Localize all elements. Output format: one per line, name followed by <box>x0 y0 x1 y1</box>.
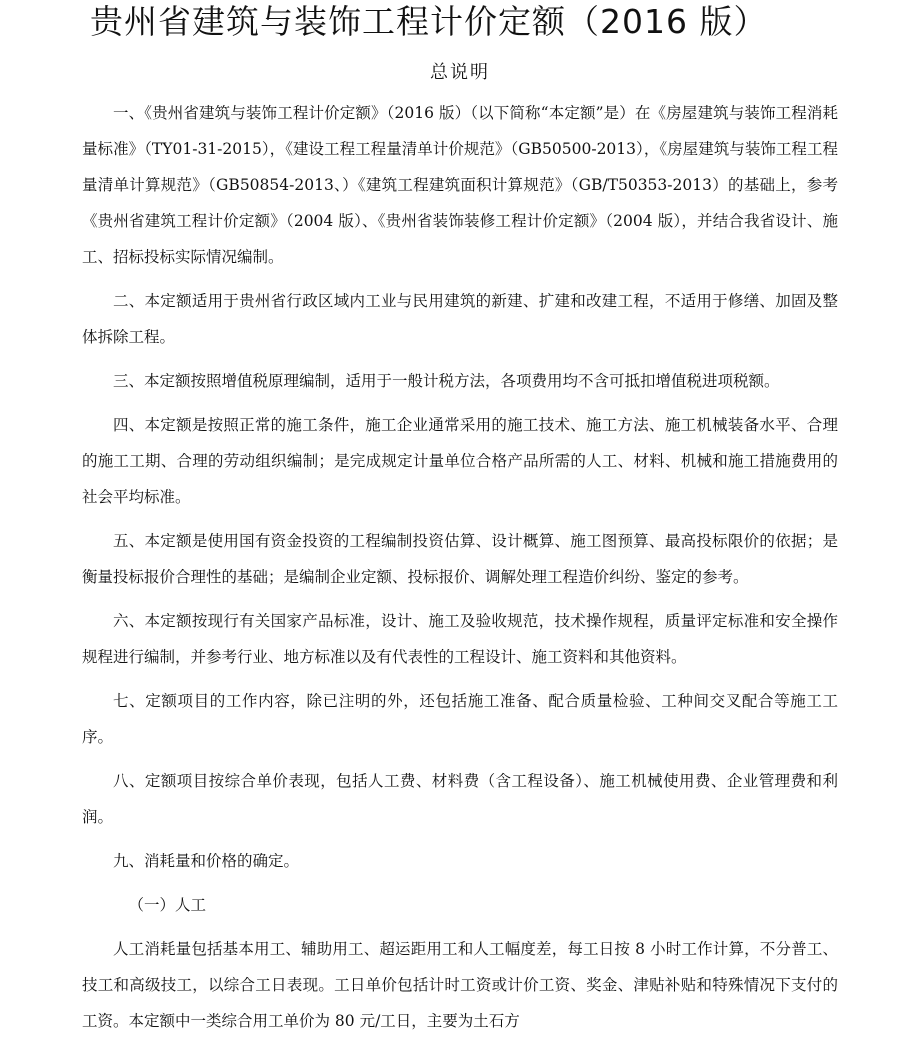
subheading-labor: （一）人工 <box>128 896 207 914</box>
paragraph-7: 七、定额项目的工作内容，除已注明的外，还包括施工准备、配合质量检验、工种间交叉配合等施工工序。 <box>82 692 838 746</box>
paragraph-3: 三、本定额按照增值税原理编制，适用于一般计税方法，各项费用均不含可抵扣增值税进项税额。 <box>113 372 780 390</box>
paragraph-9: 九、消耗量和价格的确定。 <box>113 852 300 870</box>
paragraph-labor: 人工消耗量包括基本用工、辅助用工、超运距用工和人工幅度差，每工日按 8 小时工作计算，不分普工、技工和高级技工，以综合工日表现。工日单价包括计时工资或计价工资、奖金、津贴补贴和特殊情况下支付的工资。本定额中一类综合用工单价为 80 元/工日，主要为土石方 <box>82 940 838 1030</box>
paragraph-1: 一、《贵州省建筑与装饰工程计价定额》（2016 版）（以下简称“本定额”是）在《房屋建筑与装饰工程消耗量标准》（TY01-31-2015），《建设工程工程量清单计价规范》（GB50500-2013），《房屋建筑与装饰工程工程量清单计算规范》（GB50854-2013、）《建筑工程建筑面积计算规范》（GB/T50353-2013）的基础上，参考《贵州省建筑工程计价定额》（2004 版）、《贵州省装饰装修工程计价定额》（2004 版），并结合我省设计、施工、招标投标实际情况编制。 <box>82 104 838 266</box>
paragraph-2: 二、本定额适用于贵州省行政区域内工业与民用建筑的新建、扩建和改建工程，不适用于修缮、加固及整体拆除工程。 <box>82 292 838 346</box>
paragraph-6: 六、本定额按现行有关国家产品标准，设计、施工及验收规范，技术操作规程，质量评定标准和安全操作规程进行编制，并参考行业、地方标准以及有代表性的工程设计、施工资料和其他资料。 <box>82 612 838 666</box>
paragraph-4: 四、本定额是按照正常的施工条件，施工企业通常采用的施工技术、施工方法、施工机械装备水平、合理的施工工期、合理的劳动组织编制；是完成规定计量单位合格产品所需的人工、材料、机械和施工措施费用的社会平均标准。 <box>82 416 838 506</box>
document-title: 贵州省建筑与装饰工程计价定额（2016 版） <box>90 2 768 41</box>
paragraph-8: 八、定额项目按综合单价表现，包括人工费、材料费（含工程设备）、施工机械使用费、企业管理费和利润。 <box>82 772 838 826</box>
section-heading: 总说明 <box>430 62 490 83</box>
paragraph-5: 五、本定额是使用国有资金投资的工程编制投资估算、设计概算、施工图预算、最高投标限价的依据；是衡量投标报价合理性的基础；是编制企业定额、投标报价、调解处理工程造价纠纷、鉴定的参考。 <box>82 532 838 586</box>
document-body <box>82 95 838 1047</box>
